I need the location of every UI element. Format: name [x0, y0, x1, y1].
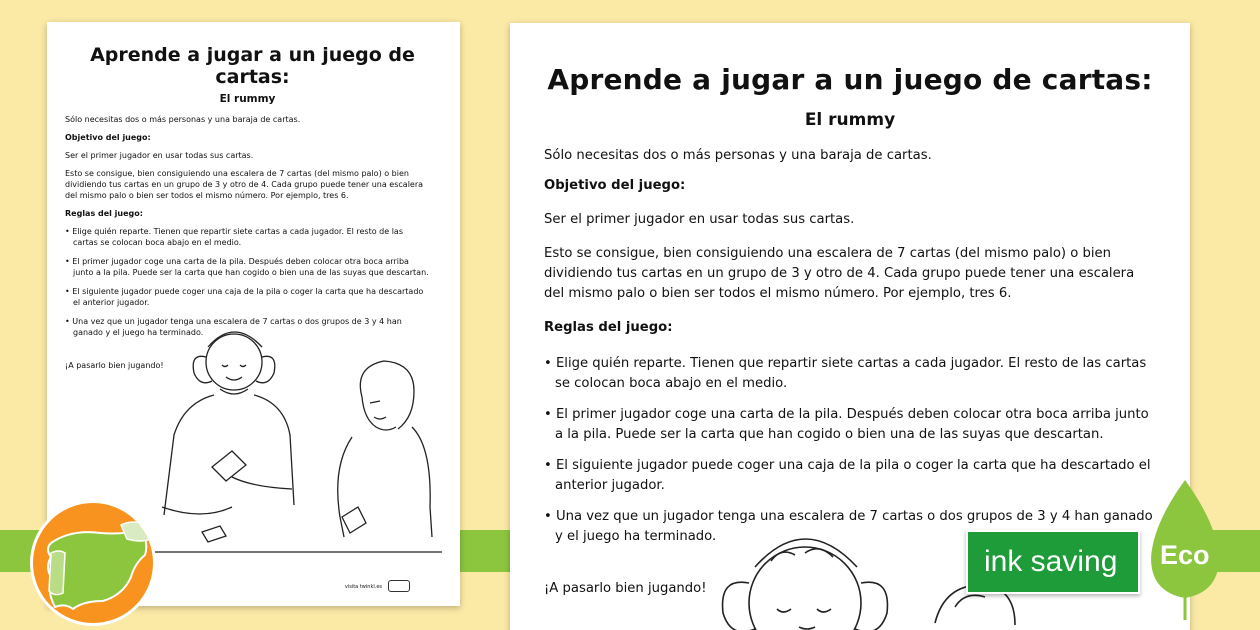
list-item: • El primer jugador coge una carta de la pila. Después deben colocar otra boca arriba junto a la pila. Puede ser la carta que han cogido o bien una de las suyas que descartan. [65, 257, 429, 277]
spain-map-badge [30, 500, 156, 626]
list-item: • El siguiente jugador puede coger una caja de la pila o coger la carta que ha descartado el anterior jugador. [544, 458, 1151, 493]
list-item: • Una vez que un jugador tenga una escalera de 7 cartas o dos grupos de 3 y 4 han ganado y el juego ha terminado. [544, 509, 1153, 544]
thumbnail-objective-heading: Objetivo del juego: [65, 133, 151, 142]
list-item: • Una vez que un jugador tenga una escalera de 7 cartas o dos grupos de 3 y 4 han ganado y el juego ha terminado. [65, 317, 402, 337]
thumbnail-title: Aprende a jugar a un juego de cartas: [90, 44, 415, 88]
thumbnail-closing: ¡A pasarlo bien jugando! [65, 361, 164, 370]
page-title: Aprende a jugar a un juego de cartas: [547, 63, 1153, 96]
spain-map-icon [33, 503, 156, 626]
eco-label: Eco [1160, 540, 1210, 570]
list-item: • Elige quién reparte. Tienen que repartir siete cartas a cada jugador. El resto de las cartas se colocan boca abajo en el medio. [65, 227, 404, 247]
thumbnail-objective-detail: Esto se consigue, bien consiguiendo una escalera de 7 cartas (del mismo palo) o bien dividiendo tus cartas en un grupo de 3 y otro de 4. Cada grupo puede tener una escalera del mismo palo o bien ser todos el mismo número. Por ejemplo, tres 6. [65, 169, 424, 200]
page-subtitle: El rummy [804, 110, 896, 130]
intro-text: Sólo necesitas dos o más personas y una baraja de cartas. [544, 148, 932, 163]
list-item: • El siguiente jugador puede coger una caja de la pila o coger la carta que ha descartado el anterior jugador. [65, 287, 424, 307]
footer-url: visita twinkl.es [344, 584, 382, 590]
thumbnail-intro: Sólo necesitas dos o más personas y una baraja de cartas. [65, 115, 301, 124]
thumbnail-objective-text: Ser el primer jugador en usar todas sus cartas. [65, 151, 254, 160]
list-item: • El primer jugador coge una carta de la pila. Después deben colocar otra boca arriba junto a la pila. Puede ser la carta que han cogido o bien una de las suyas que descartan. [544, 407, 1149, 442]
ink-saving-label: ink saving [984, 545, 1118, 578]
objective-heading: Objetivo del juego: [544, 178, 686, 193]
ink-saving-badge [966, 530, 1140, 594]
thumbnail-subtitle: El rummy [219, 93, 276, 105]
card-players-illustration [142, 317, 442, 557]
rules-heading: Reglas del juego: [544, 320, 673, 335]
thumbnail-rules-heading: Reglas del juego: [65, 209, 143, 218]
list-item: • Elige quién reparte. Tienen que repartir siete cartas a cada jugador. El resto de las cartas se colocan boca abajo en el medio. [544, 356, 1147, 391]
twinkl-logo-icon [388, 580, 410, 592]
objective-text: Ser el primer jugador en usar todas sus cartas. [544, 212, 855, 227]
rules-list [544, 354, 1156, 547]
objective-detail: Esto se consigue, bien consiguiendo una escalera de 7 cartas (del mismo palo) o bien dividiendo tus cartas en un grupo de 3 y otro de 4. Cada grupo puede tener una escalera del mismo palo o bien ser todos el mismo número. Por ejemplo, tres 6. [544, 246, 1135, 301]
closing-text: ¡A pasarlo bien jugando! [544, 581, 707, 596]
